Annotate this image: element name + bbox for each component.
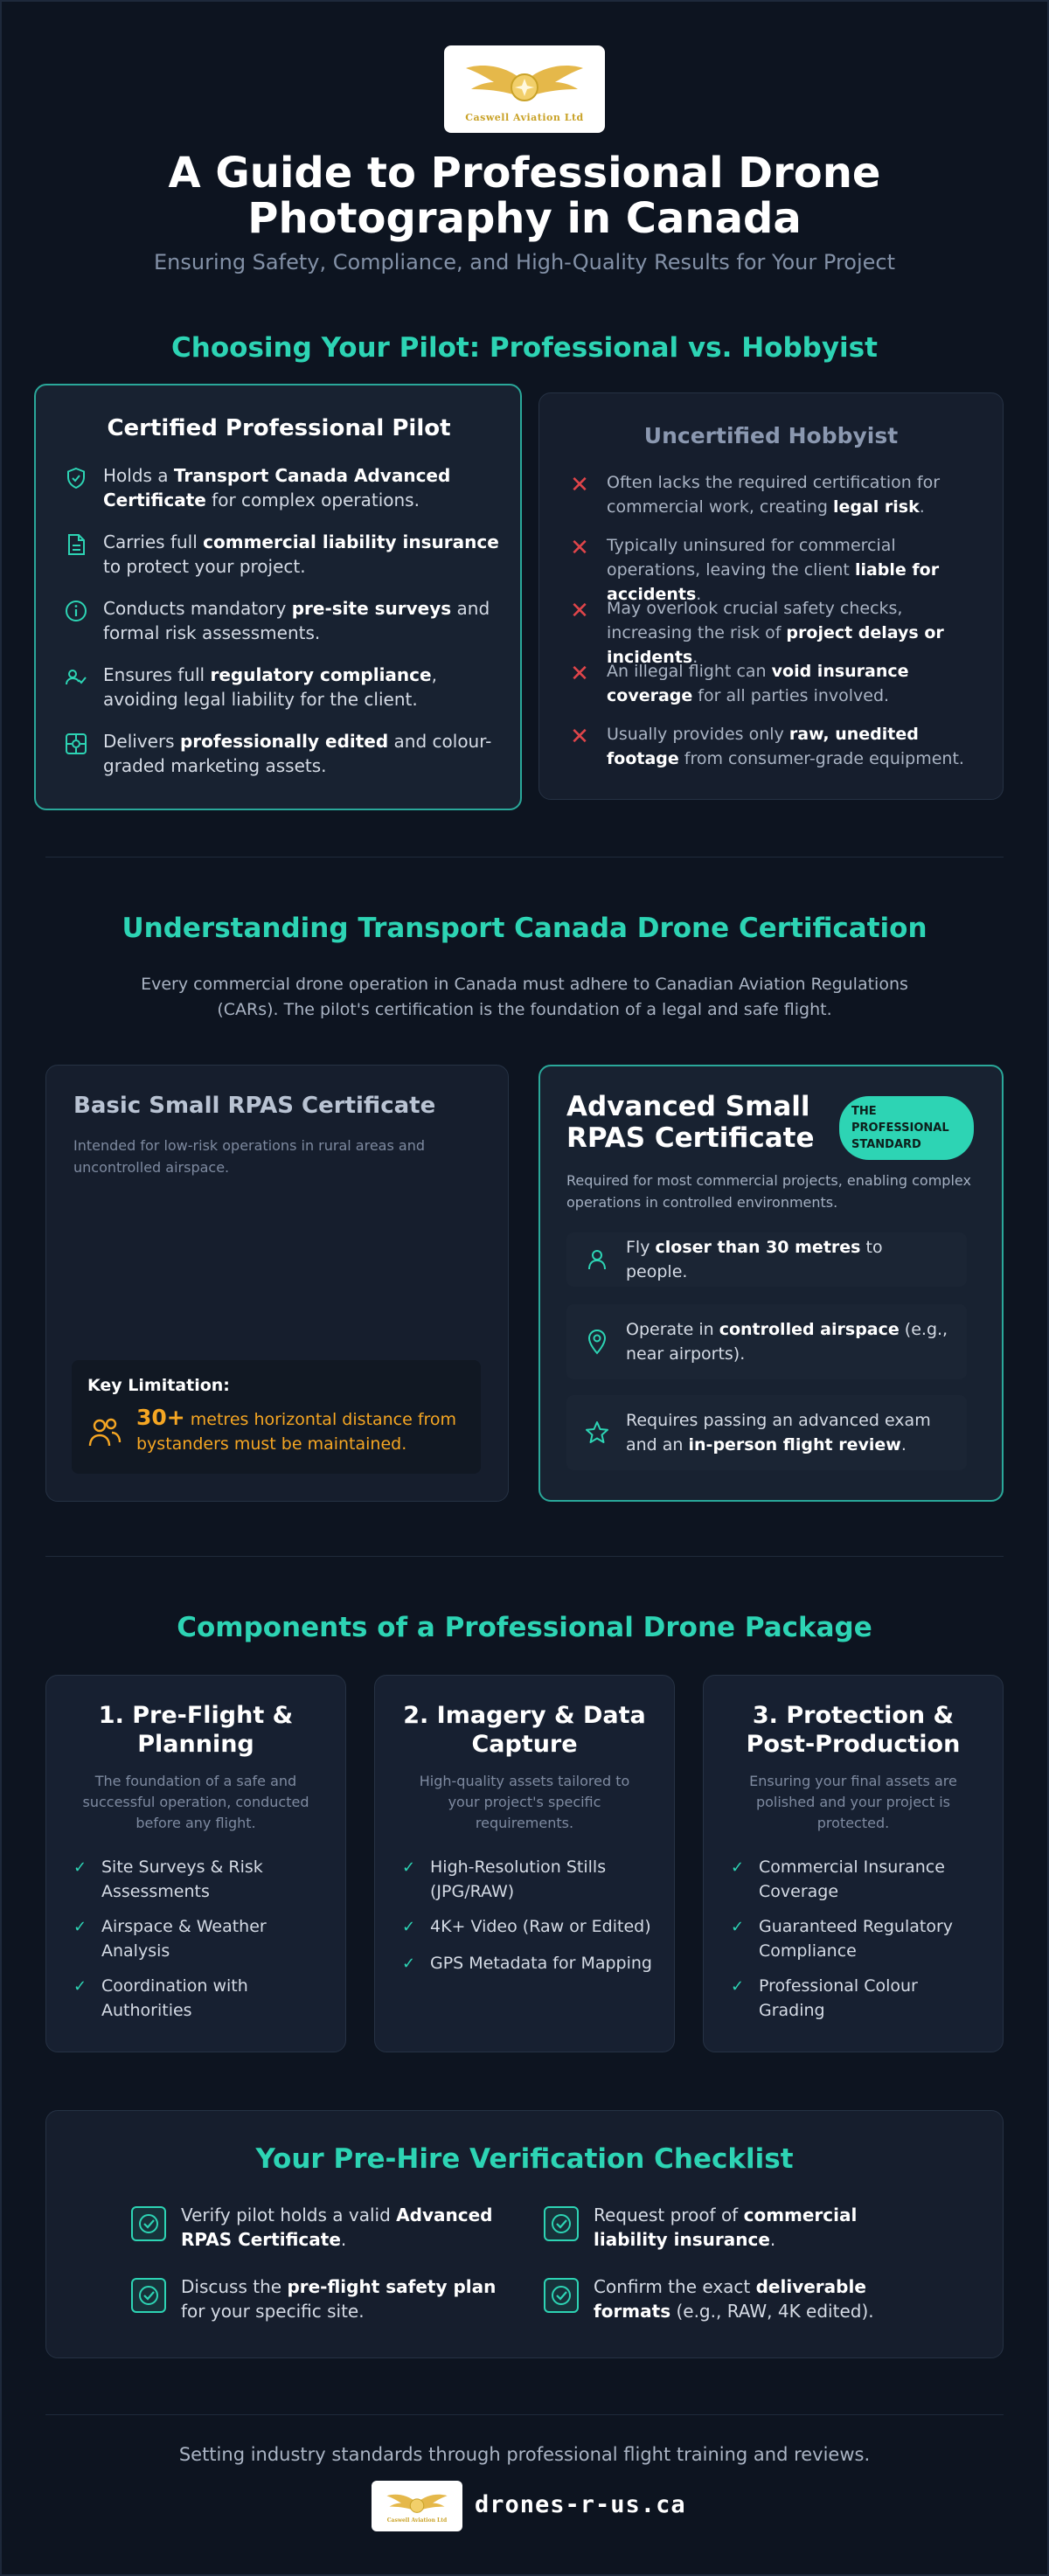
text-post: . <box>769 2229 776 2250</box>
section-divider <box>45 2414 1004 2415</box>
text-bold: in-person flight review <box>688 1435 901 1455</box>
text-post: for all parties involved. <box>692 686 890 705</box>
page-title <box>87 150 962 241</box>
x-mark-icon: ✕ <box>570 472 589 498</box>
text-bold: Advanced RPAS Certificate <box>181 2205 493 2250</box>
package-item-label: GPS Metadata for Mapping <box>430 1954 652 1973</box>
info-circle-icon <box>63 600 89 622</box>
text-post: , avoiding legal liability for the client. <box>103 664 437 710</box>
text-bold: Transport Canada Advanced Certificate <box>103 465 451 510</box>
key-limitation-label: Key Limitation: <box>87 1376 230 1395</box>
title-line: 1. Pre-Flight & <box>98 1702 294 1729</box>
text-pre: Requires passing an advanced exam and an <box>626 1411 931 1455</box>
text-post: . <box>696 585 702 604</box>
package-item-label: Airspace & Weather Analysis <box>101 1917 267 1961</box>
package-item-label: Site Surveys & Risk Assessments <box>101 1857 263 1901</box>
pro-item <box>63 463 500 512</box>
advanced-feature <box>566 1395 967 1470</box>
title-line: 3. Protection & <box>752 1702 955 1729</box>
package-item <box>731 1914 984 1963</box>
page-subtitle: Ensuring Safety, Compliance, and High-Quality Results for Your Project <box>153 250 895 274</box>
title-line: Advanced Small <box>566 1091 810 1122</box>
document-icon <box>63 533 89 556</box>
footer-logo-text: Caswell Aviation Ltd <box>386 2517 448 2524</box>
advanced-card-title <box>566 1091 814 1154</box>
package-card-title <box>712 1701 995 1759</box>
package-card-title <box>383 1701 666 1759</box>
text-post: to people. <box>626 1238 883 1281</box>
package-item <box>73 1855 327 1904</box>
text-pre: Discuss the <box>181 2276 288 2297</box>
text-bold: professionally edited <box>179 731 389 752</box>
user-check-icon <box>63 666 89 689</box>
text-pre: Typically uninsured for commercial operations, leaving the client <box>607 536 896 580</box>
certification-intro <box>87 972 962 1023</box>
package-item-label: Professional Colour Grading <box>759 1976 918 2020</box>
pro-item <box>63 530 500 579</box>
x-mark-icon: ✕ <box>570 724 589 750</box>
text-bold: pre-site surveys <box>291 598 452 619</box>
package-item <box>731 1855 984 1904</box>
checklist-item <box>544 2274 920 2323</box>
hobbyist-item <box>566 470 984 519</box>
text-bold: closer than 30 metres <box>655 1238 861 1257</box>
text-pre: May overlook crucial safety checks, increasing the risk of <box>607 599 903 642</box>
star-icon <box>584 1420 610 1445</box>
title-line: Capture <box>471 1731 578 1758</box>
package-item <box>402 1855 664 1904</box>
package-item-label: 4K+ Video (Raw or Edited) <box>430 1917 651 1936</box>
checklist-item <box>544 2203 920 2252</box>
text-pre: Carries full <box>103 531 204 552</box>
package-card-title <box>54 1701 337 1759</box>
package-item-label: Coordination with Authorities <box>101 1976 248 2020</box>
title-line: 2. Imagery & Data <box>403 1702 646 1729</box>
limit-value: 30+ <box>136 1405 185 1430</box>
text-bold: controlled airspace <box>719 1320 900 1339</box>
person-icon <box>584 1248 610 1271</box>
checklist-item <box>131 2203 507 2252</box>
text-bold: raw, unedited footage <box>607 725 919 768</box>
text-bold: legal risk <box>832 497 920 517</box>
check-icon: ✓ <box>73 1918 87 1936</box>
title-line-1: A Guide to Professional Drone <box>168 149 881 198</box>
checklist-item <box>131 2274 507 2323</box>
text-pre: Holds a <box>103 465 174 486</box>
map-pin-icon <box>584 1329 610 1355</box>
title-line-2: Photography in Canada <box>247 194 802 243</box>
text-post: for your specific site. <box>181 2301 365 2322</box>
text-bold: regulatory compliance <box>210 664 432 685</box>
text-pre: Verify pilot holds a valid <box>181 2205 397 2225</box>
package-item <box>73 1974 327 2023</box>
text-pre: Fly <box>626 1238 656 1257</box>
title-line: RPAS Certificate <box>566 1122 815 1154</box>
advanced-feature <box>566 1304 967 1379</box>
package-card-desc: Ensuring your final assets are polished and your project is protected. <box>749 1773 957 1831</box>
text-pre: Ensures full <box>103 664 211 685</box>
key-limitation-text <box>136 1406 469 1456</box>
text-pre: Confirm the exact <box>594 2276 756 2297</box>
check-icon: ✓ <box>731 1918 745 1936</box>
text-bold: pre-flight safety plan <box>287 2276 497 2297</box>
advanced-feature <box>566 1232 967 1287</box>
comparison-section-title: Choosing Your Pilot: Professional vs. Hobbyist <box>171 332 878 364</box>
text-post: (e.g., RAW, 4K edited). <box>670 2301 874 2322</box>
intro-line: (CARs). The pilot's certification is the foundation of a legal and safe flight. <box>217 1000 832 1019</box>
text-post: for complex operations. <box>205 490 420 510</box>
package-item <box>402 1914 664 1939</box>
text-pre: Usually provides only <box>607 725 789 744</box>
text-bold: liable for accidents <box>607 560 940 604</box>
text-bold: commercial liability insurance <box>594 2205 858 2250</box>
text-pre: Often lacks the required certification for commercial work, creating <box>607 473 941 517</box>
target-image-icon <box>63 733 89 755</box>
advanced-card-desc: Required for most commercial projects, enabling complex operations in controlled environments. <box>566 1172 971 1211</box>
pro-item <box>63 663 500 712</box>
check-icon: ✓ <box>731 1977 745 1996</box>
professional-standard-badge: THE PROFESSIONAL STANDARD <box>839 1096 974 1160</box>
footer-logo <box>372 2481 462 2531</box>
checkbox-checked-icon <box>131 2206 166 2241</box>
text-pre: Operate in <box>626 1320 719 1339</box>
text-bold: commercial liability insurance <box>203 531 499 552</box>
check-icon: ✓ <box>402 1858 416 1877</box>
title-line: Post-Production <box>746 1731 961 1758</box>
people-group-icon <box>87 1416 122 1453</box>
text-post: (e.g., near airports). <box>626 1320 948 1364</box>
winged-emblem-icon <box>382 2489 452 2517</box>
x-mark-icon: ✕ <box>570 661 589 687</box>
text-post: . <box>340 2229 347 2250</box>
text-post: to protect your project. <box>103 556 306 577</box>
certification-section-title: Understanding Transport Canada Drone Certification <box>122 913 927 944</box>
website-domain[interactable]: drones-r-us.ca <box>475 2491 686 2518</box>
text-pre: An illegal flight can <box>607 662 772 681</box>
checkbox-checked-icon <box>544 2278 579 2313</box>
package-item <box>731 1974 984 2023</box>
package-item <box>402 1951 664 1975</box>
checkbox-checked-icon <box>544 2206 579 2241</box>
check-icon: ✓ <box>731 1858 745 1877</box>
logo-text: Caswell Aviation Ltd <box>465 111 584 123</box>
limit-text: metres horizontal distance from bystanders must be maintained. <box>136 1410 457 1454</box>
text-post: . <box>919 497 925 517</box>
intro-line: Every commercial drone operation in Canada must adhere to Canadian Aviation Regulations <box>141 975 908 994</box>
pro-item <box>63 596 500 645</box>
text-pre: Delivers <box>103 731 180 752</box>
footer-tagline: Setting industry standards through professional flight training and reviews. <box>178 2444 871 2465</box>
checkbox-checked-icon <box>131 2278 166 2313</box>
text-post: and colour-graded marketing assets. <box>103 731 492 776</box>
package-item-label: High-Resolution Stills (JPG/RAW) <box>430 1857 607 1901</box>
winged-emblem-icon <box>459 56 590 110</box>
shield-check-icon <box>63 467 89 490</box>
check-icon: ✓ <box>402 1918 416 1936</box>
text-post: from consumer-grade equipment. <box>678 749 964 768</box>
package-item-label: Guaranteed Regulatory Compliance <box>759 1917 954 1961</box>
text-bold: deliverable formats <box>594 2276 866 2322</box>
x-mark-icon: ✕ <box>570 535 589 561</box>
section-divider <box>45 857 1004 858</box>
text-post: and formal risk assessments. <box>103 598 490 643</box>
package-item-label: Commercial Insurance Coverage <box>759 1857 945 1901</box>
text-bold: void insurance coverage <box>607 662 909 705</box>
section-divider <box>45 1556 1004 1557</box>
x-mark-icon: ✕ <box>570 598 589 624</box>
basic-card-desc: Intended for low-risk operations in rural areas and uncontrolled airspace. <box>73 1137 425 1176</box>
hobbyist-item <box>566 659 984 708</box>
text-post: . <box>900 1435 907 1455</box>
basic-card-title: Basic Small RPAS Certificate <box>73 1093 436 1119</box>
check-icon: ✓ <box>402 1955 416 1973</box>
company-logo <box>444 45 605 133</box>
text-pre: Conducts mandatory <box>103 598 292 619</box>
check-icon: ✓ <box>73 1858 87 1877</box>
package-item <box>73 1914 327 1963</box>
package-card-desc: The foundation of a safe and successful operation, conducted before any flight. <box>82 1773 309 1831</box>
pro-card-title: Certified Professional Pilot <box>107 415 451 441</box>
hobbyist-card-title: Uncertified Hobbyist <box>643 423 899 448</box>
package-section-title: Components of a Professional Drone Package <box>177 1612 872 1643</box>
text-post: . <box>692 648 698 667</box>
checklist-title: Your Pre-Hire Verification Checklist <box>255 2143 794 2175</box>
text-pre: Request proof of <box>594 2205 744 2225</box>
check-icon: ✓ <box>73 1977 87 1996</box>
package-card-desc: High-quality assets tailored to your project's specific requirements. <box>419 1773 630 1831</box>
pro-item <box>63 729 500 778</box>
text-bold: project delays or incidents <box>607 623 944 667</box>
title-line: Planning <box>137 1731 254 1758</box>
hobbyist-item <box>566 722 984 771</box>
